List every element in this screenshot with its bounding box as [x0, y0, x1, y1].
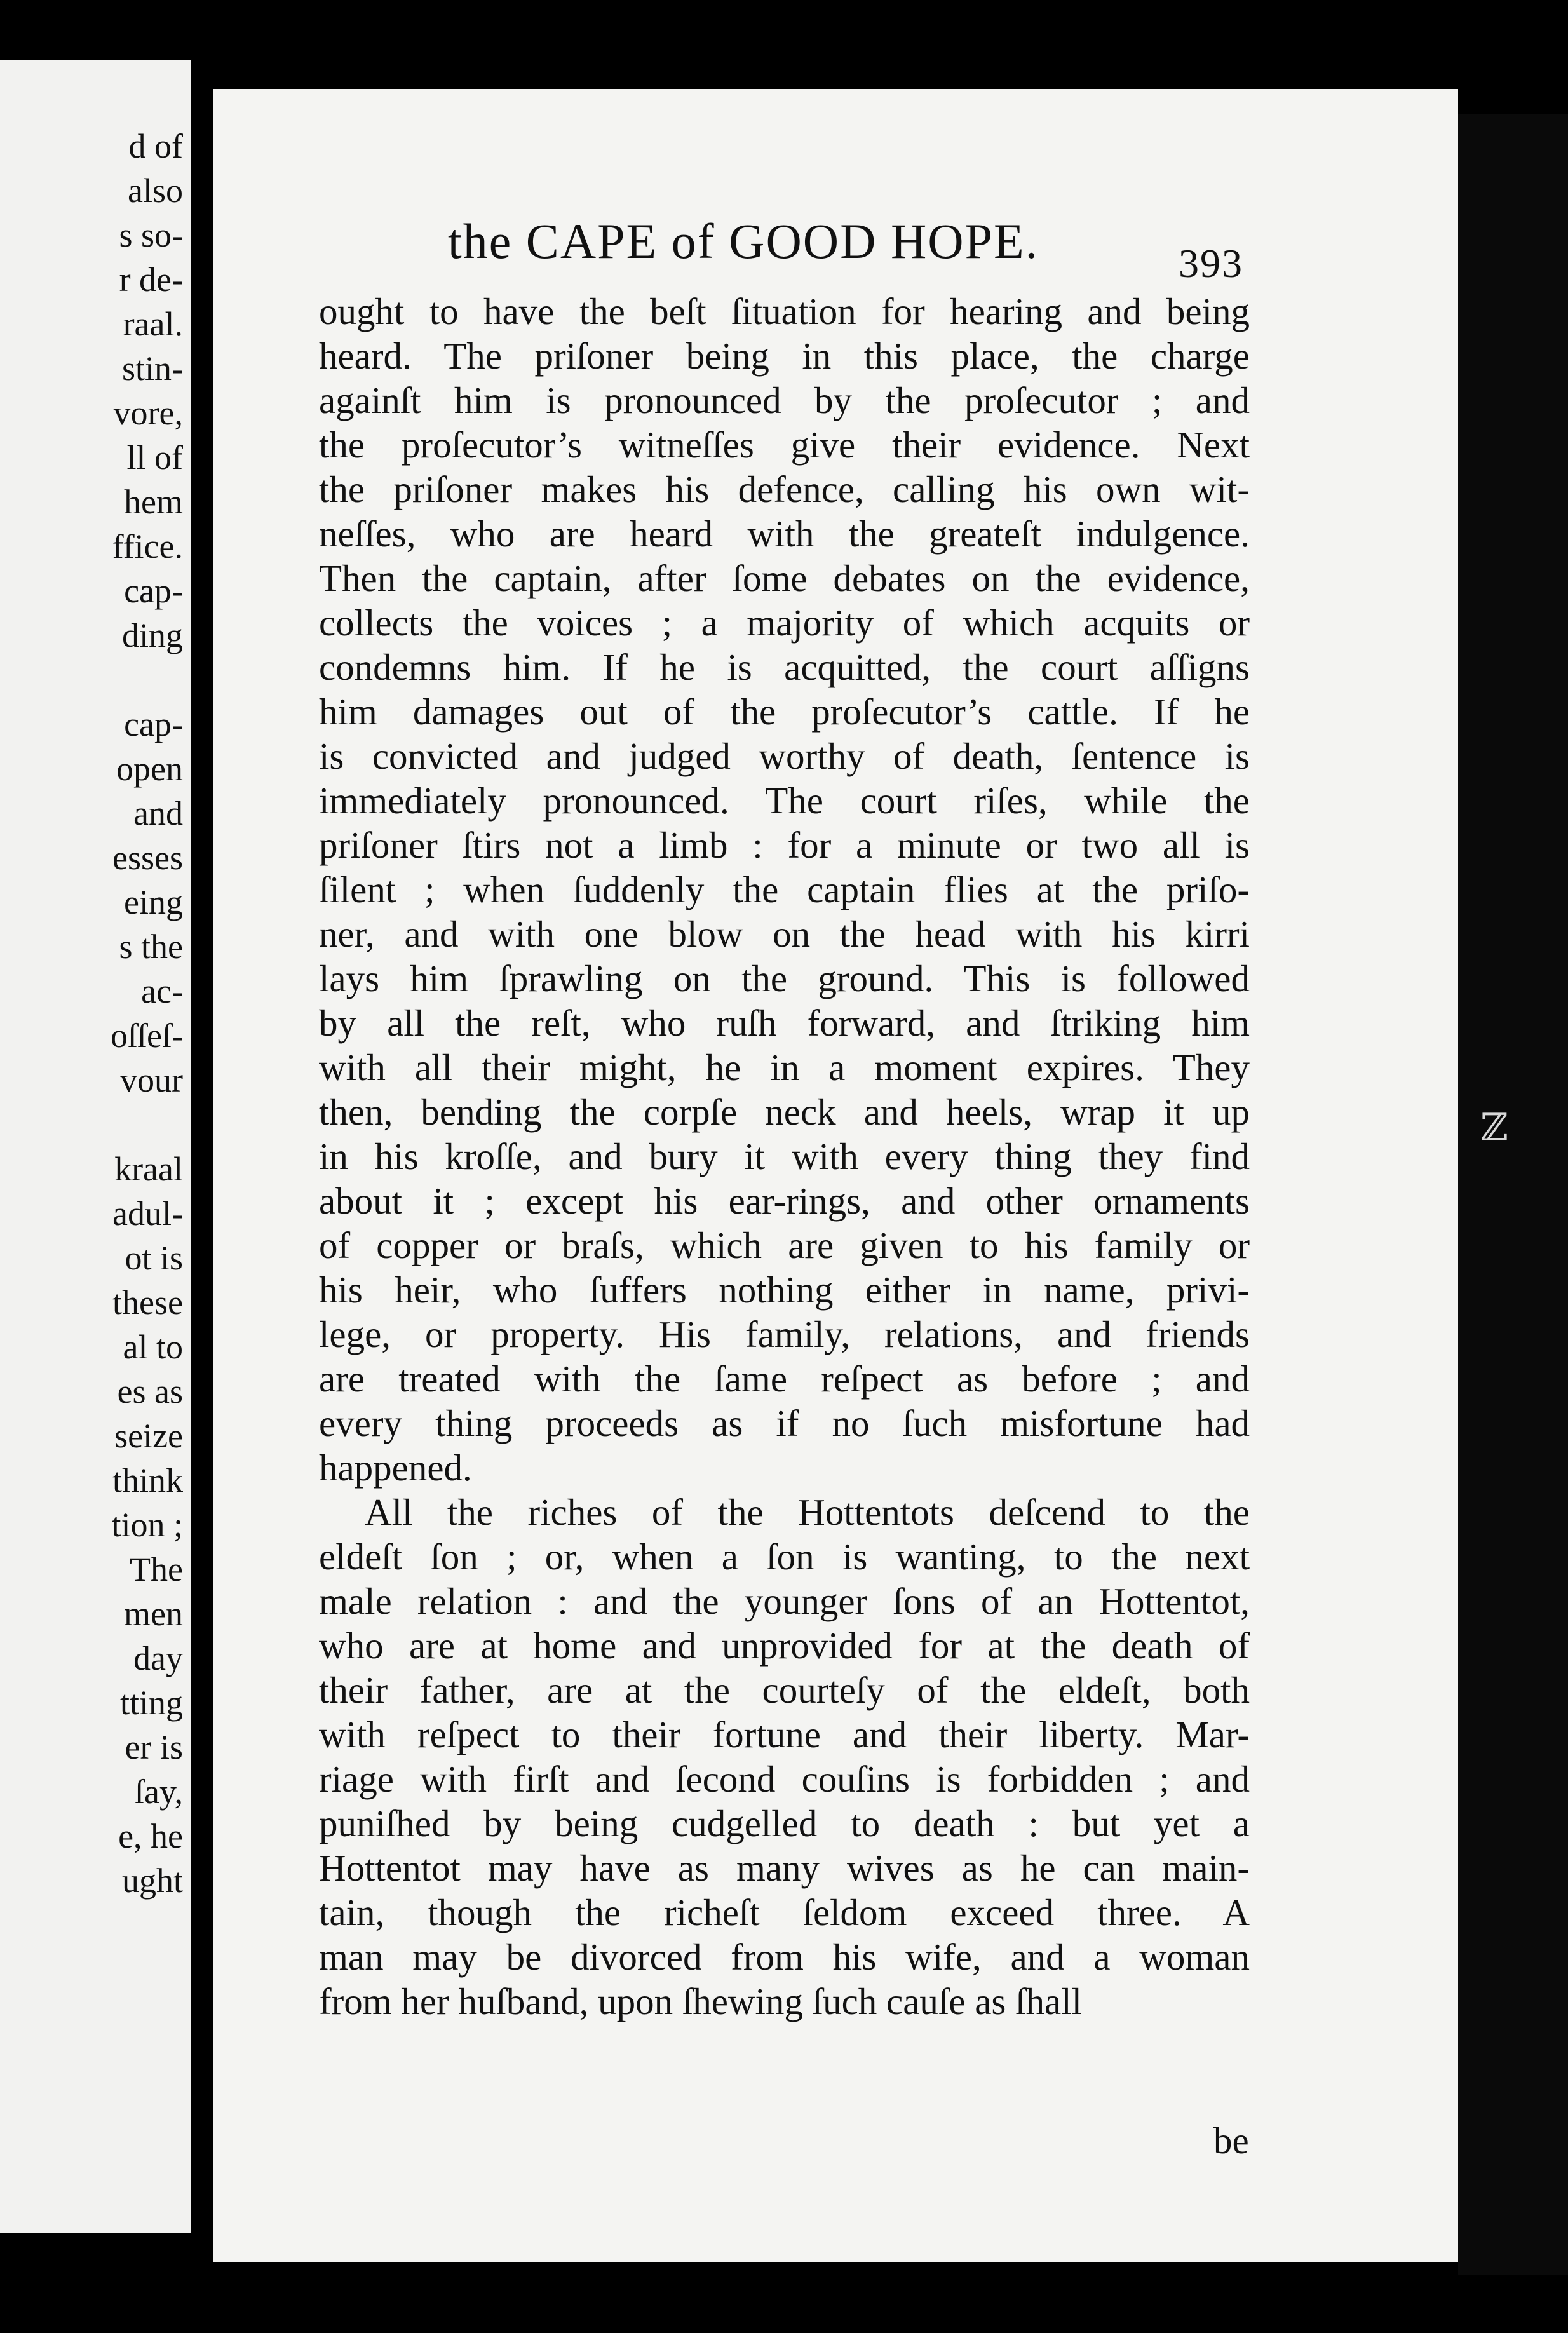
left-page-line-fragment: eing	[124, 883, 183, 921]
left-page-line-fragment: open	[116, 750, 183, 788]
text-line: from her huſband, upon ſhewing ſuch cauſe as ſhall	[319, 1980, 1082, 2022]
left-page-line-fragment: think	[112, 1461, 183, 1499]
text-line: his heir, who ſuffers nothing either in name, privi-	[319, 1269, 1250, 1311]
text-line: riage with firſt and ſecond couſins is forbidden ; and	[319, 1758, 1250, 1800]
text-line: ought to have the beſt ſituation for hearing and being	[319, 290, 1250, 332]
text-line: him damages out of the proſecutor’s cattle. If he	[319, 691, 1250, 733]
left-page-line-fragment: men	[124, 1595, 183, 1633]
left-page-line-fragment: ught	[121, 1862, 183, 1900]
left-page-line-fragment: d of	[128, 127, 183, 165]
text-line: heard. The priſoner being in this place, the charge	[319, 335, 1250, 377]
text-line: by all the reſt, who ruſh forward, and ſtriking him	[319, 1002, 1250, 1044]
left-page-line-fragment: ſay,	[135, 1773, 183, 1811]
left-page-line-fragment: day	[133, 1639, 183, 1677]
text-line: lays him ſprawling on the ground. This is followed	[319, 957, 1250, 999]
text-line: in his kroſſe, and bury it with every thing they find	[319, 1135, 1250, 1177]
left-page-line-fragment: raal.	[123, 305, 183, 343]
text-line: male relation : and the younger ſons of an Hottentot,	[319, 1580, 1250, 1622]
left-page-line-fragment: seize	[114, 1417, 183, 1455]
text-line: All the riches of the Hottentots deſcend to the	[365, 1491, 1250, 1533]
text-line: then, bending the corpſe neck and heels, wrap it up	[319, 1091, 1250, 1133]
left-page-line-fragment: also	[128, 172, 183, 210]
text-line: is convicted and judged worthy of death, ſentence is	[319, 735, 1250, 777]
text-line: Hottentot may have as many wives as he can main-	[319, 1847, 1250, 1889]
text-line: lege, or property. His family, relations, and friends	[319, 1313, 1250, 1355]
left-page-line-fragment: vore,	[113, 394, 183, 432]
left-page-line-fragment: these	[112, 1283, 183, 1322]
left-page-line-fragment: al to	[123, 1328, 183, 1366]
left-page-line-fragment: es as	[117, 1372, 183, 1410]
left-page-line-fragment: cap-	[124, 572, 183, 610]
text-line: ner, and with one blow on the head with his kirri	[319, 913, 1250, 955]
text-line: with reſpect to their fortune and their liberty. Mar-	[319, 1714, 1250, 1755]
left-page-line-fragment: s so-	[119, 216, 183, 254]
left-page-line-fragment: tion ;	[111, 1506, 183, 1544]
left-page-line-fragment: kraal	[114, 1150, 183, 1188]
text-line: are treated with the ſame reſpect as before ; and	[319, 1358, 1250, 1400]
left-page-line-fragment: er is	[125, 1728, 183, 1766]
left-page-line-fragment: adul-	[112, 1194, 183, 1233]
text-line: eldeſt ſon ; or, when a ſon is wanting, to the next	[319, 1536, 1250, 1578]
left-page-line-fragment: ac-	[141, 972, 183, 1010]
previous-page-fragment	[0, 60, 191, 2233]
left-page-line-fragment: and	[133, 794, 183, 832]
text-line: of copper or braſs, which are given to his family or	[319, 1224, 1250, 1266]
left-page-line-fragment: ding	[121, 616, 183, 654]
left-page-line-fragment: oſſeſ-	[111, 1017, 183, 1055]
text-line: who are at home and unprovided for at the death of	[319, 1625, 1250, 1667]
body-text	[319, 289, 1250, 2024]
left-page-line-fragment: esses	[112, 839, 183, 877]
text-line: immediately pronounced. The court riſes, while the	[319, 780, 1250, 822]
left-page-line-fragment: The	[130, 1550, 183, 1588]
left-page-line-fragment: ffice.	[112, 527, 183, 565]
page-number: 393	[1179, 241, 1243, 286]
text-line: their father, are at the courteſy of the eldeſt, both	[319, 1669, 1250, 1711]
text-line: every thing proceeds as if no ſuch misfortune had	[319, 1402, 1250, 1444]
left-page-line-fragment: vour	[120, 1061, 183, 1099]
left-page-line-fragment: e, he	[118, 1817, 183, 1855]
book-page	[213, 89, 1458, 2262]
text-line: puniſhed by being cudgelled to death : but yet a	[319, 1802, 1250, 1844]
left-page-line-fragment: r de-	[119, 260, 183, 299]
text-line: happened.	[319, 1447, 472, 1489]
running-head-title: the CAPE of GOOD HOPE.	[448, 213, 1039, 269]
edge-mark: ℤ	[1480, 1107, 1508, 1149]
text-line: the priſoner makes his defence, calling his own wit-	[319, 468, 1250, 510]
text-line: againſt him is pronounced by the proſecutor ; and	[319, 379, 1250, 421]
text-line: priſoner ſtirs not a limb : for a minute or two all is	[319, 824, 1250, 866]
left-page-line-fragment: ll of	[126, 438, 183, 477]
left-page-line-fragment: s the	[119, 928, 183, 966]
text-line: man may be divorced from his wife, and a woman	[319, 1936, 1250, 1978]
binding-edge	[1458, 114, 1568, 2275]
left-page-line-fragment: stin-	[121, 349, 183, 388]
left-page-line-fragment: tting	[119, 1684, 183, 1722]
text-line: collects the voices ; a majority of which acquits or	[319, 602, 1250, 644]
left-page-line-fragment: cap-	[124, 705, 183, 743]
text-line: ſilent ; when ſuddenly the captain flies at the priſo-	[319, 869, 1250, 910]
catchword: be	[1213, 2120, 1249, 2161]
text-line: condemns him. If he is acquitted, the court aſſigns	[319, 646, 1250, 688]
left-page-line-fragment: hem	[124, 483, 183, 521]
text-line: Then the captain, after ſome debates on the evidence,	[319, 557, 1250, 599]
text-line: neſſes, who are heard with the greateſt indulgence.	[319, 513, 1250, 555]
text-line: the proſecutor’s witneſſes give their evidence. Next	[319, 424, 1250, 466]
text-line: tain, though the richeſt ſeldom exceed three. A	[319, 1891, 1250, 1933]
text-line: with all their might, he in a moment expires. They	[319, 1046, 1250, 1088]
text-line: about it ; except his ear-rings, and other ornaments	[319, 1180, 1250, 1222]
left-page-line-fragment: ot is	[125, 1239, 183, 1277]
